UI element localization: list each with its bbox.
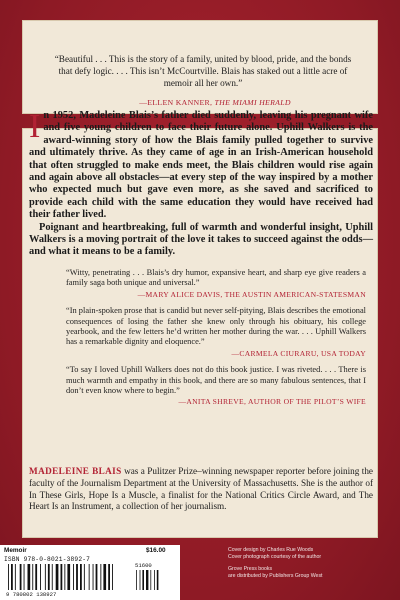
review-attribution: —ANITA SHREVE, AUTHOR OF THE PILOT’S WIFE xyxy=(178,397,366,407)
price-addon-number: 51600 xyxy=(135,562,152,569)
credit-photo: Cover photograph courtesy of the author xyxy=(228,554,322,560)
review-text: “In plain-spoken prose that is candid but never self-pitying, Blais describes the emotional consequences of losing the father she knew only through his obituary, his college yearbook, and the few letters he’d written her mother during the war. . . . Uphill Walkers has a remarkable dignity and eloquence.” xyxy=(66,306,366,347)
attribution-publication: THE MIAMI HERALD xyxy=(214,98,291,107)
review-item xyxy=(66,365,366,408)
review-item xyxy=(66,268,366,300)
top-review-quote: “Beautiful . . . This is the story of a family, united by blood, pride, and the bonds that defy logic. . . . This isn’t McCourtville. Blais has staked out a little acre of memoir all her own.” xyxy=(54,54,352,88)
author-bio-text: was a Pulitzer Prize–winning newspaper reporter before joining the faculty of the Journalism Department at the University of Massachusetts. She is the author of In These Girls, Hope Is a Muscle, a finalist for the National Critics Circle Award, and The Heart Is an Instrument, a collection of her journalism. xyxy=(29,466,373,512)
review-attribution: —MARY ALICE DAVIS, THE AUSTIN AMERICAN-STATESMAN xyxy=(137,289,366,299)
review-list xyxy=(66,268,366,414)
credit-distributor: are distributed by Publishers Group West xyxy=(228,573,323,579)
author-name: MADELEINE BLAIS xyxy=(29,466,122,476)
top-review-attribution xyxy=(70,98,360,107)
drop-cap: I xyxy=(29,108,41,145)
description-paragraph-1: n 1952, Madeleine Blais’s father died suddenly, leaving his pregnant wife and five young children to face their future alone. Uphill Walkers is the award-winning story of how the Blais family pulled together to survive and ultimately thrive. As they came of age in an Irish-American household that often struggled to make ends meet, the Blais children would rise again and again above all obstacles—at every step of the way inspired by a mother who expected much but gave even more, as she saved and sacrificed to provide each child with the same education they would have received had their father lived. xyxy=(29,110,373,221)
attribution-name: —ELLEN KANNER, xyxy=(139,98,215,107)
review-item xyxy=(66,306,366,359)
category-label: Memoir xyxy=(4,547,27,554)
description-paragraph-2: Poignant and heartbreaking, full of warmth and wonderful insight, Uphill Walkers is a moving portrait of the love it takes to succeed against the odds—and what it means to be a family. xyxy=(29,221,373,258)
review-text: “Witty, penetrating . . . Blais’s dry humor, expansive heart, and sharp eye give readers a family saga both unique and universal.” xyxy=(66,268,366,288)
credit-design: Cover design by Charles Rue Woods xyxy=(228,547,314,553)
review-text: “To say I loved Uphill Walkers does not do this book justice. I was riveted. . . . There is much warmth and empathy in this book, and there are so many fabulous sentences, that I don’t even know where to begin.” xyxy=(66,365,366,396)
credit-publisher: Grove Press books xyxy=(228,566,273,572)
price-label: $16.00 xyxy=(146,547,166,554)
ean-number: 9 780802 138927 xyxy=(6,591,57,598)
isbn-label: ISBN 978-0-8021-3892-7 xyxy=(4,556,91,563)
cover-credits xyxy=(228,547,396,585)
author-bio xyxy=(29,466,373,513)
book-description xyxy=(29,110,373,259)
review-attribution: —CARMELA CIURARU, USA TODAY xyxy=(231,348,366,358)
